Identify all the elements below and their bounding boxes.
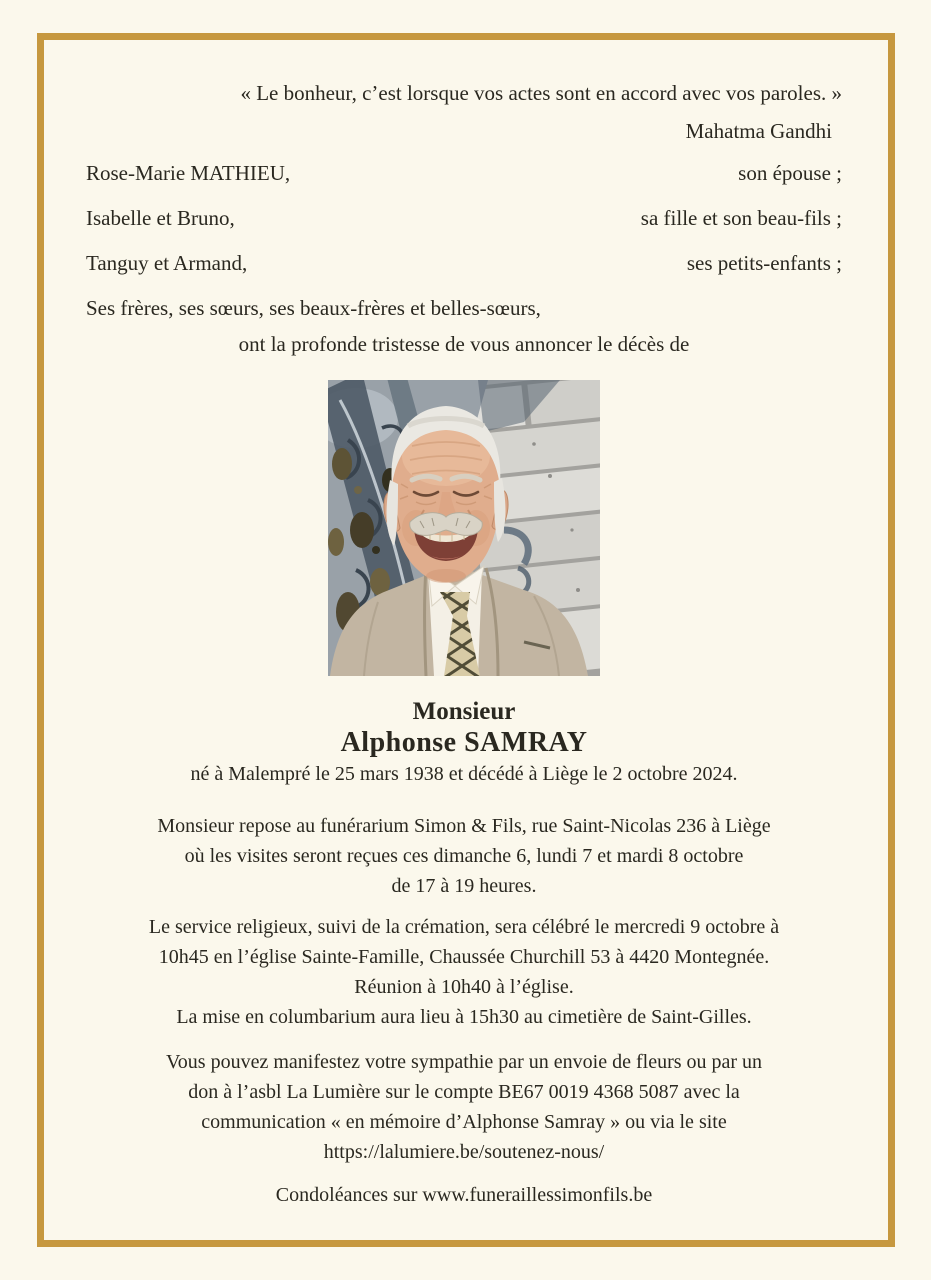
family-member-relation: sa fille et son beau-fils ;: [640, 206, 842, 230]
condolences-line: Condoléances sur www.funeraillessimonfils.be: [275, 1184, 653, 1206]
paragraph-line: Réunion à 10h40 à l’église.: [354, 976, 574, 998]
paragraph-line: La mise en columbarium aura lieu à 15h30 au cimetière de Saint-Gilles.: [176, 1006, 752, 1028]
card-content: [86, 40, 842, 1240]
family-row: [86, 248, 842, 278]
family-row: [86, 158, 842, 188]
paragraph-line: 10h45 en l’église Sainte-Famille, Chaussée Churchill 53 à 4420 Montegnée.: [158, 946, 770, 968]
deceased-name: Alphonse SAMRAY: [340, 727, 588, 758]
family-member-relation: son épouse ;: [738, 161, 842, 185]
family-row: [86, 203, 842, 233]
quote-text: « Le bonheur, c’est lorsque vos actes sont en accord avec vos paroles. »: [240, 81, 842, 105]
donation-url: https://lalumiere.be/soutenez-nous/: [323, 1141, 605, 1163]
paragraph-line: de 17 à 19 heures.: [391, 875, 537, 897]
family-member-name: Isabelle et Bruno,: [86, 206, 235, 230]
paragraph-sympathy: [86, 1047, 842, 1167]
paragraph-line: Monsieur repose au funérarium Simon & Fils, rue Saint-Nicolas 236 à Liège: [157, 815, 771, 837]
family-list: [86, 158, 842, 278]
family-member-name: Rose-Marie MATHIEU,: [86, 161, 291, 185]
announcement-line: ont la profonde tristesse de vous annoncer le décès de: [238, 332, 690, 356]
paragraph-line: Vous pouvez manifestez votre sympathie par un envoie de fleurs ou par un: [165, 1051, 763, 1073]
deceased-title: Monsieur: [412, 698, 516, 725]
paragraph-line: Le service religieux, suivi de la crémation, sera célébré le mercredi 9 octobre à: [148, 916, 780, 938]
paragraph-line: don à l’asbl La Lumière sur le compte BE67 0019 4368 5087 avec la: [188, 1081, 740, 1103]
family-member-name: Tanguy et Armand,: [86, 251, 248, 275]
quote-block: [86, 78, 842, 146]
portrait-photo: [328, 380, 600, 676]
paragraph-line: communication « en mémoire d’Alphonse Samray » ou via le site: [201, 1111, 727, 1133]
paragraph-service: [86, 912, 842, 1032]
family-member-relation: ses petits-enfants ;: [686, 251, 842, 275]
paragraph-repose: [86, 811, 842, 901]
siblings-line: Ses frères, ses sœurs, ses beaux-frères et belles-sœurs,: [86, 296, 541, 320]
paragraph-line: où les visites seront reçues ces dimanche 6, lundi 7 et mardi 8 octobre: [184, 845, 744, 867]
deceased-name-block: [86, 697, 842, 789]
quote-attribution: Mahatma Gandhi: [685, 119, 832, 143]
deceased-life-dates: né à Malempré le 25 mars 1938 et décédé à Liège le 2 octobre 2024.: [190, 763, 738, 785]
